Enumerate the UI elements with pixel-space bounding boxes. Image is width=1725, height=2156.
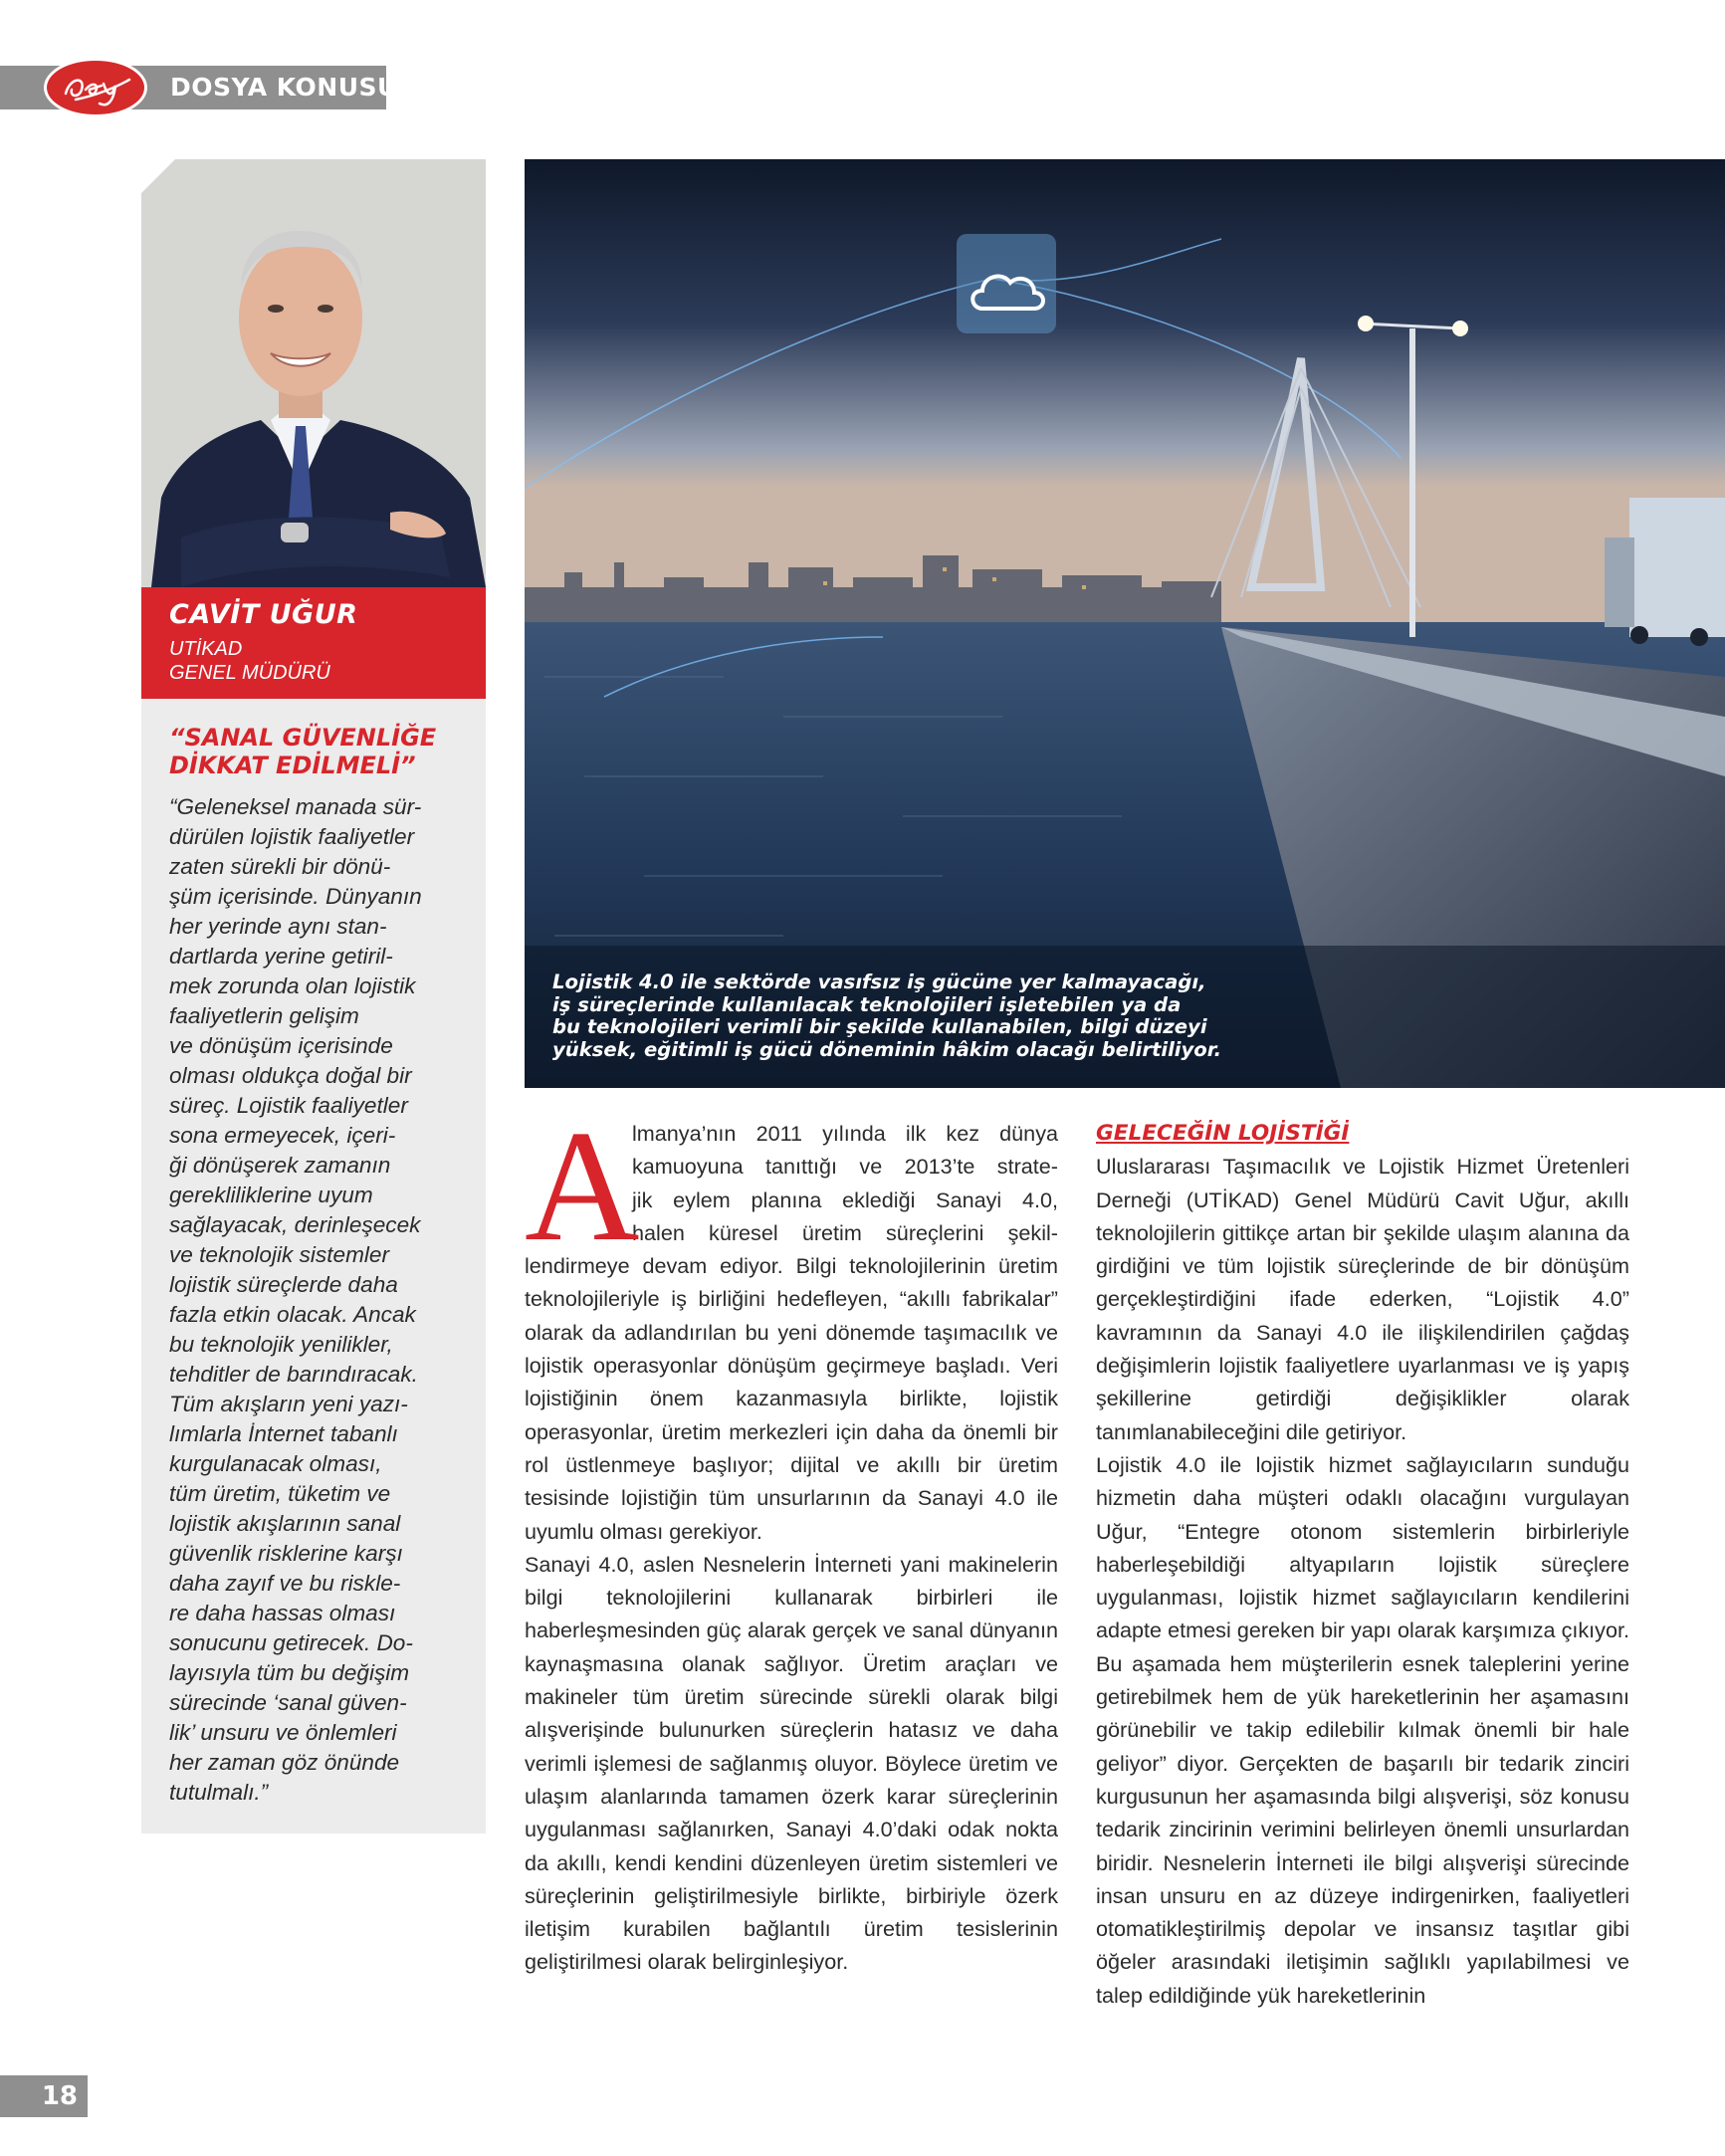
body-paragraph: Sanayi 4.0, aslen Nesnelerin İnterneti yani makinelerin bilgi teknolojilerini kullanarak birbirleri ile haberleşmesinden güç alarak gerçek ve sanal dünyanın kaynaşmasına olanak sağlıyor. Üretim araçları ve makineler tüm üretim sürecinde sürekli olarak bilgi alışverişinde bulunurken süreçlerin hatasız ve daha verimli işlemesi de sağlanmış oluyor. Böylece üretim ve ulaşım alanlarında tamamen özerk karar süreçlerinin uygulanması sağlanırken, Sanayi 4.0’daki odak nokta da akıllı, kendi kendini düzenleyen üretim sistemleri ve süreçlerinin geliştirilmesiyle birlikte, birbiriyle özerk iletişim kurabilen bağlantılı üretim tesislerinin geliştirilmesi olarak belirginleşiyor. <box>525 1551 1058 1975</box>
image-caption: Lojistik 4.0 ile sektörde vasıfsız iş gücüne yer kalmayacağı, iş süreçlerinde kullanılacak teknolojileri işletebilen ya da bu teknolojileri verimli bir şekilde kullanabilen, bilgi düzeyi yüksek, eğitimli iş gücü döneminin hâkim olacağı belirtiliyor. <box>552 970 1222 1061</box>
sidebar-box <box>141 159 486 1833</box>
intro-line: jik eylem planına eklediği Sanayi 4.0, <box>632 1186 1058 1212</box>
sidebar-quote: “Geleneksel manada sür- dürülen lojistik faaliyetler zaten sürekli bir dönü- şüm içerisinde. Dünyanın her yerinde aynı stan- dartlarda yerine getiril- mek zorunda olan lojistik faaliyetlerin gelişim ve dönüşüm içerisinde olması oldukça doğal bir süreç. Lojistik faaliyetler sona ermeyecek, içeri- ği dönüşerek zamanın gerekliliklerine uyum sağlayacak, derinleşecek ve teknolojik sistemler lojistik süreçlerde daha fazla etkin olacak. Ancak bu teknolojik yenilikler, tehditler de barındıracak. Tüm akışların yeni yazı- lımlarla İnternet tabanlı kurgulanacak olması, tüm üretim, tüketim ve lojistik akışlarının sanal güvenlik risklerine karşı daha zayıf ve bu riskle- re daha hassas olması sonucunu getirecek. Do- layısıyla tüm bu değişim sürecinde ‘sanal güven- lik’ unsuru ve önlemleri her zaman göz önünde tutulmalı.” <box>169 794 422 1805</box>
logo-script-icon <box>56 68 135 108</box>
intro-line: kamuoyuna tanıttığı ve 2013’te strate- <box>632 1154 1058 1180</box>
page-number: 18 <box>41 2081 78 2111</box>
article-column-1 <box>525 1097 1058 1979</box>
sidebar-headline: “SANAL GÜVENLİĞE DİKKAT EDİLMELİ” <box>169 724 437 779</box>
hero-image <box>525 159 1725 1088</box>
bridge-illustration <box>525 159 1725 1088</box>
body-paragraph: Uluslararası Taşımacılık ve Lojistik Hizmet Üretenleri Derneği (UTİKAD) Genel Müdürü Cavit Uğur, akıllı teknolojilerin gittikçe artan bir şekilde ulaşım alanına da girdiğini ve tüm lojistik süreçlerinde de bir dönüşüm gerçekleştirdiğini ifade ederken, “Lojistik 4.0” kavramının da Sanayi 4.0 ile ilişkilendirilen çağdaş değişimlerin lojistik faaliyetlere uyarlanması ve iş yapış şekillerine getirdiği değişiklikler olarak tanımlanabileceğini dile getiriyor. <box>1096 1154 1629 1444</box>
cey-logo <box>44 58 147 117</box>
page-number-tab <box>0 2075 88 2117</box>
person-name: CAVİT UĞUR <box>169 599 358 630</box>
intro-paragraph <box>525 1097 1058 1548</box>
article-column-2 <box>1096 1117 1629 2012</box>
name-box <box>141 587 486 699</box>
intro-line: halen küresel üretim süreçlerini şekil- <box>632 1219 1058 1245</box>
subheading: GELECEĞİN LOJİSTİĞİ <box>1096 1121 1350 1146</box>
person-title: UTİKAD GENEL MÜDÜRÜ <box>169 638 330 684</box>
cloud-icon <box>957 234 1056 333</box>
section-label: DOSYA KONUSU <box>170 73 398 102</box>
portrait-photo <box>141 159 486 587</box>
intro-line: lmanya’nın 2011 yılında ilk kez dünya <box>632 1121 1058 1146</box>
drop-cap: A <box>525 1097 640 1274</box>
body-paragraph: Lojistik 4.0 ile lojistik hizmet sağlayıcıların sunduğu hizmetin daha müşteri odaklı olacağını vurgulayan Uğur, “Entegre otonom sistemlerin birbirleriyle haberleşebildiği altyapıların lojistik süreçlere uygulanması, lojistik hizmet sağlayıcıların kendilerini adapte etmesi gereken bir yapı olarak karşımıza çıkıyor. Bu aşamada hem müşterilerin esnek taleplerini yerine getirebilmek hem de yük hareketlerinin her aşamasını görünebilir ve takip edilebilir kılmak önemli bir hale geliyor” diyor. Gerçekten de başarılı bir tedarik zinciri kurgusunun her aşamasında bilgi alışverişi, söz konusu tedarik zincirinin verimini belirleyen önemli unsurlardan biridir. Nesnelerin İnterneti ile bilgi alışverişi sürecinde insan unsuru en az düzeye indirgenirken, faaliyetleri otomatikleştirilmiş depolar ve insansız taşıtlar gibi öğeler arasındaki iletişimin sağlıklı yapılabilmesi ve talep edildiğinde yük hareketlerinin <box>1096 1451 1629 2008</box>
intro-rest: lendirmeye devam ediyor. Bilgi teknolojilerinin üretim teknolojileriyle iş birliğini hedefleyen, “akıllı fabrikalar” olarak da adlandırılan bu yeni dönemde taşımacılık ve lojistik operasyonlar dönüşüm geçirmeye başladı. Veri lojistiğinin önem kazanmasıyla birlikte, lojistik operasyonlar, üretim merkezleri için daha da önemli bir rol üstlenmeye başlıyor; dijital ve akıllı bir üretim tesisinde lojistiğin tüm unsurlarının da Sanayi 4.0 ile uyumlu olması gerekiyor. <box>525 1253 1058 1544</box>
photo-corner-cut <box>141 159 175 193</box>
